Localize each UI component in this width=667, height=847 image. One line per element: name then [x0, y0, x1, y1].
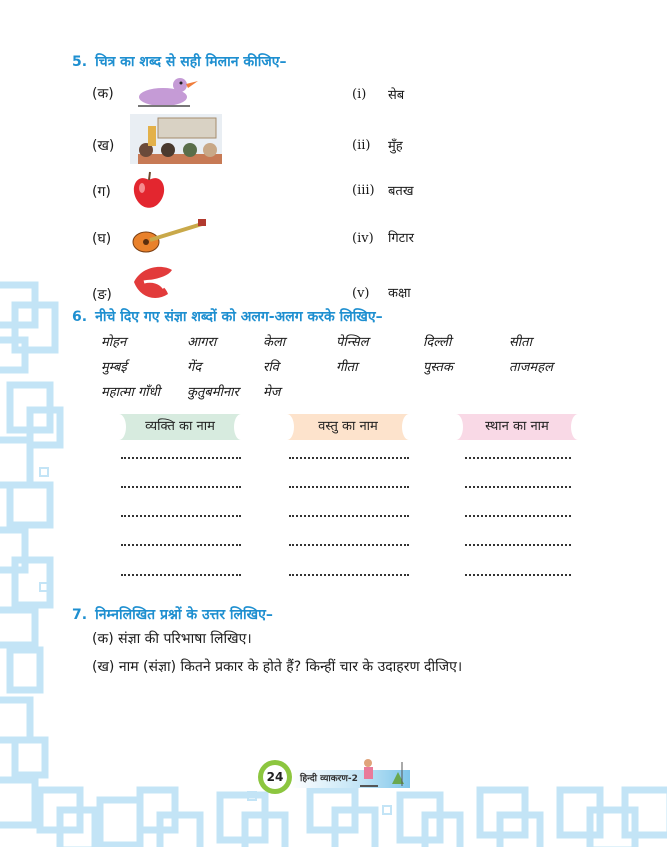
duck-icon	[128, 75, 203, 110]
noun-word: ताजमहल	[509, 360, 553, 375]
answer-line-place[interactable]	[465, 572, 571, 576]
noun-word: आगरा	[187, 335, 217, 350]
answer-line-person[interactable]	[121, 513, 241, 517]
answer-line-place[interactable]	[465, 513, 571, 517]
answer-line-place[interactable]	[465, 484, 571, 488]
answer-line-person[interactable]	[121, 455, 241, 459]
question-number: 6.	[72, 309, 88, 325]
sub-question-kha	[92, 657, 462, 676]
skater-tree-illustration-icon	[356, 758, 406, 790]
question-7-heading	[72, 605, 273, 624]
noun-word: रवि	[263, 360, 279, 375]
apple-icon	[130, 170, 168, 210]
question-title: चित्र का शब्द से सही मिलान कीजिए–	[95, 54, 287, 70]
question-5-heading	[72, 52, 287, 71]
option-label-kha: (ख)	[92, 138, 115, 154]
option-label-nga: (ङ)	[92, 287, 112, 303]
banner-title: व्यक्ति का नाम	[145, 419, 215, 434]
guitar-icon	[130, 216, 210, 256]
question-number: 7.	[72, 607, 88, 623]
roman-numeral: (v)	[352, 286, 370, 301]
match-word: बतख	[388, 184, 414, 199]
banner-title: वस्तु का नाम	[318, 419, 378, 434]
match-word: सेब	[388, 88, 405, 103]
answer-line-person[interactable]	[121, 542, 241, 546]
match-word: मुँह	[388, 139, 403, 154]
answer-line-person[interactable]	[121, 572, 241, 576]
match-word: गिटार	[388, 231, 414, 246]
question-title: नीचे दिए गए संज्ञा शब्दों को अलग-अलग करके लिखिए–	[95, 309, 383, 325]
answer-line-place[interactable]	[465, 542, 571, 546]
noun-word: पुस्तक	[423, 360, 453, 375]
page-number-badge	[258, 760, 292, 794]
banner-person-names	[118, 414, 242, 440]
page-number: 24	[263, 765, 287, 789]
answer-line-thing[interactable]	[289, 572, 409, 576]
noun-word: मेज	[263, 385, 281, 400]
roman-numeral: (i)	[352, 87, 367, 102]
question-6-heading	[72, 307, 383, 326]
sub-question-text: संज्ञा की परिभाषा लिखिए।	[118, 631, 252, 647]
noun-word: कुतुबमीनार	[187, 385, 239, 400]
answer-line-person[interactable]	[121, 484, 241, 488]
match-word: कक्षा	[388, 286, 411, 301]
banner-title: स्थान का नाम	[485, 419, 549, 434]
noun-word: पेन्सिल	[336, 335, 369, 350]
noun-word: गेंद	[187, 360, 202, 375]
banner-place-names	[455, 414, 579, 440]
option-label-ka: (क)	[92, 86, 114, 102]
option-label-gha: (घ)	[92, 231, 112, 247]
answer-line-thing[interactable]	[289, 455, 409, 459]
roman-numeral: (iii)	[352, 183, 375, 198]
classroom-icon	[130, 114, 222, 164]
question-title: निम्नलिखित प्रश्नों के उत्तर लिखिए–	[95, 607, 273, 623]
answer-line-thing[interactable]	[289, 513, 409, 517]
sub-question-label: (क)	[92, 631, 114, 647]
sub-question-label: (ख)	[92, 659, 115, 675]
banner-thing-names	[286, 414, 410, 440]
noun-word: केला	[263, 335, 286, 350]
sub-question-text: नाम (संज्ञा) कितने प्रकार के होते हैं? किन्हीं चार के उदाहरण दीजिए।	[118, 659, 463, 675]
noun-word: मोहन	[101, 335, 127, 350]
question-number: 5.	[72, 54, 88, 70]
answer-line-thing[interactable]	[289, 542, 409, 546]
noun-word: दिल्ली	[423, 335, 452, 350]
noun-word: मुम्बई	[101, 360, 127, 375]
answer-line-place[interactable]	[465, 455, 571, 459]
noun-word: सीता	[509, 335, 532, 350]
noun-word: गीता	[336, 360, 358, 375]
roman-numeral: (ii)	[352, 138, 371, 153]
option-label-ga: (ग)	[92, 184, 111, 200]
mouth-icon	[130, 262, 175, 302]
answer-line-thing[interactable]	[289, 484, 409, 488]
roman-numeral: (iv)	[352, 231, 374, 246]
sub-question-ka	[92, 629, 252, 648]
noun-word: महात्मा गाँधी	[101, 385, 161, 400]
book-title: हिन्दी व्याकरण-2	[300, 774, 358, 784]
